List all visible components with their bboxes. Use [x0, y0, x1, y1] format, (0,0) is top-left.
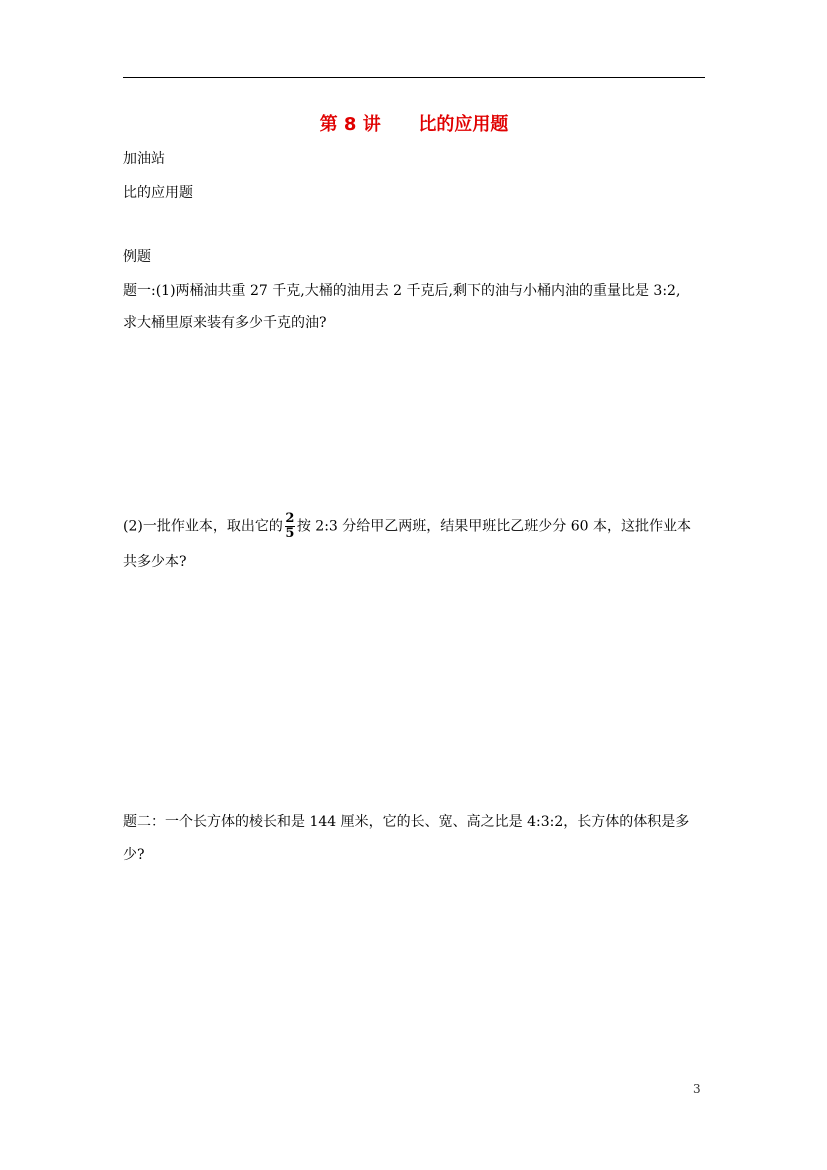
- problem-2-line-1: 题二：一个长方体的棱长和是 144 厘米，它的长、宽、高之比是 4:3:2，长方体的体积是多: [123, 814, 690, 830]
- fraction-numerator: 2: [285, 511, 295, 526]
- problem-1-part-1-line-1: 题一:(1)两桶油共重 27 千克,大桶的油用去 2 千克后,剩下的油与小桶内油的重量比是 3:2,: [123, 283, 681, 299]
- section-topic: 比的应用题: [123, 185, 193, 201]
- problem-1-part-2-suffix: 按 2:3 分给甲乙两班，结果甲班比乙班少分 60 本，这批作业本: [296, 518, 691, 535]
- lesson-title: 第 8 讲 比的应用题: [319, 114, 509, 135]
- page-number: 3: [693, 1082, 701, 1096]
- fraction-denominator: 5: [285, 526, 295, 541]
- examples-label: 例题: [123, 249, 151, 265]
- fraction-two-fifths: [285, 512, 295, 541]
- header-rule: [123, 77, 705, 78]
- problem-1-part-2-prefix: (2)一批作业本，取出它的: [123, 518, 283, 535]
- problem-2-line-2: 少?: [123, 847, 145, 863]
- problem-1-part-2-line-1: [123, 512, 691, 541]
- problem-1-part-2-line-2: 共多少本?: [123, 554, 187, 570]
- problem-1-part-1-line-2: 求大桶里原来装有多少千克的油?: [123, 315, 327, 331]
- section-label: 加油站: [123, 151, 165, 167]
